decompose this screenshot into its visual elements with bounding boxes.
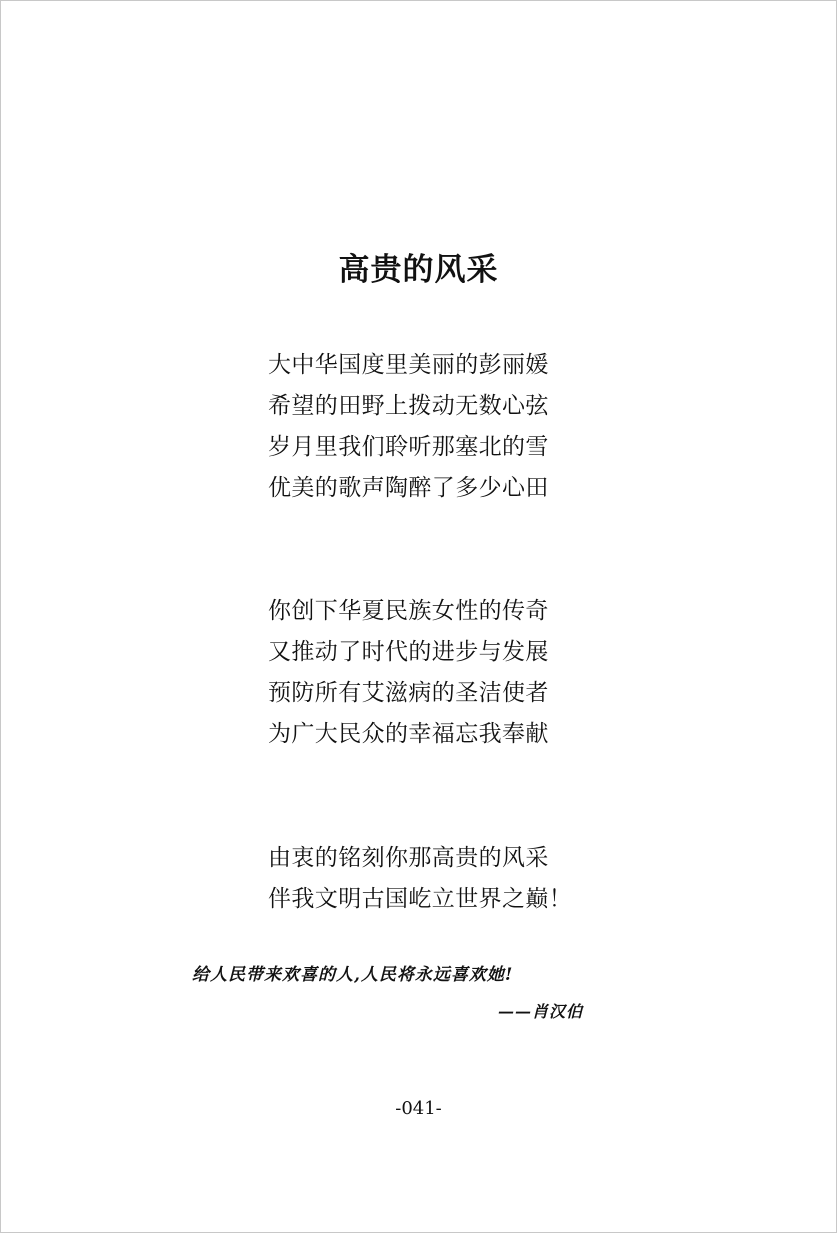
stanza-1 <box>268 345 598 509</box>
page-number: -041- <box>395 1098 442 1119</box>
poem-line: 希望的田野上拨动无数心弦 <box>268 393 549 419</box>
poem-line: 岁月里我们聆听那塞北的雪 <box>268 434 549 460</box>
stanza-3 <box>268 838 598 920</box>
poem-line: 由衷的铭刻你那高贵的风采 <box>268 845 549 871</box>
poem-line: 预防所有艾滋病的圣洁使者 <box>268 680 549 706</box>
poem-line: 大中华国度里美丽的彭丽媛 <box>268 352 549 378</box>
epigraph-attribution: ——肖汉伯 <box>498 1002 584 1021</box>
poem-line: 伴我文明古国屹立世界之巅！ <box>268 886 573 912</box>
poem-title: 高贵的风采 <box>338 252 499 288</box>
epigraph-quote: 给人民带来欢喜的人,人民将永远喜欢她! <box>192 965 514 985</box>
poem-line: 优美的歌声陶醉了多少心田 <box>268 475 549 501</box>
poem-line: 为广大民众的幸福忘我奉献 <box>268 721 549 747</box>
poem-line: 又推动了时代的进步与发展 <box>268 639 549 665</box>
stanza-2 <box>268 591 598 755</box>
poem-line: 你创下华夏民族女性的传奇 <box>268 598 549 624</box>
